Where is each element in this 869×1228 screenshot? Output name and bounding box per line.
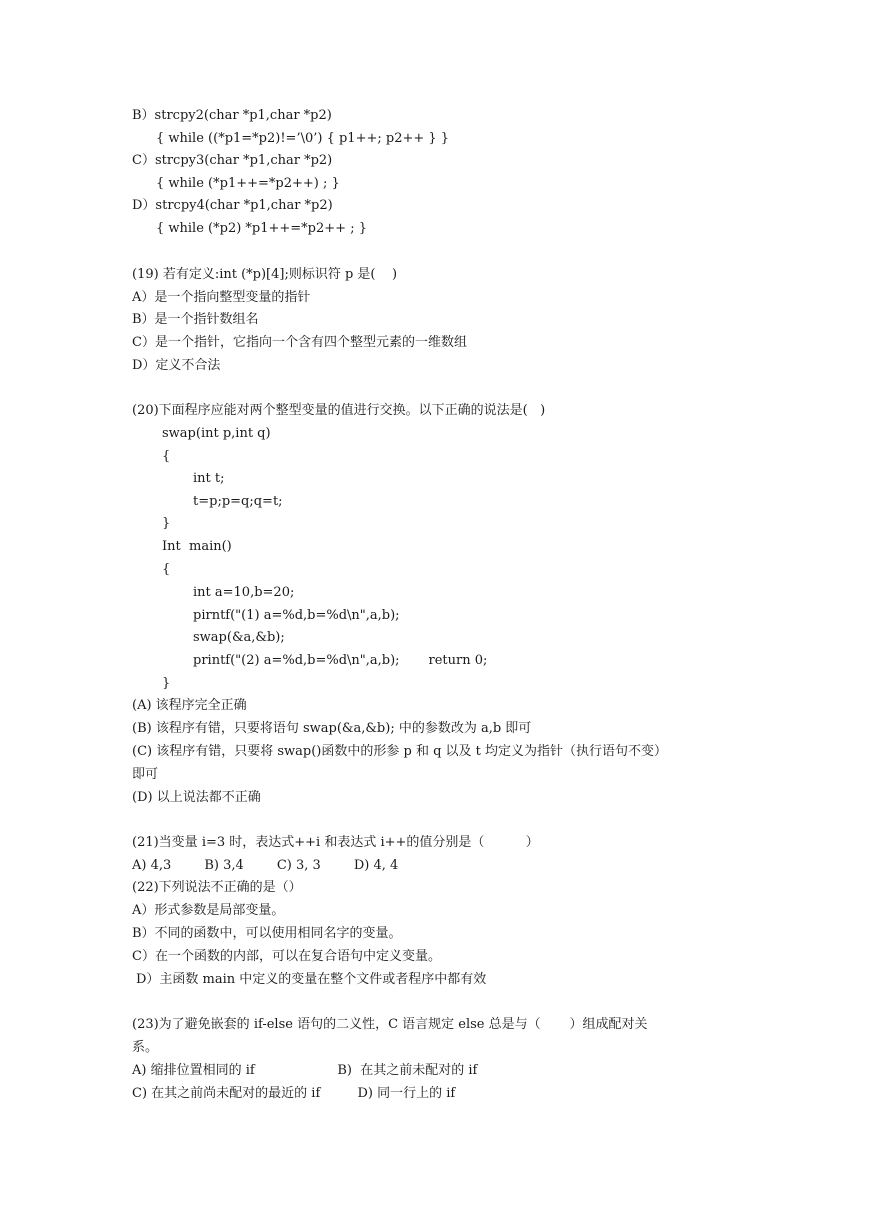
q20-option-b: (B) 该程序有错，只要将语句 swap(&a,&b); 中的参数改为 a,b 即可 (132, 721, 532, 736)
q20-code-line: pirntf("(1) a=%d,b=%d\n",a,b); (193, 608, 400, 623)
q20-code-line: } (162, 516, 171, 531)
q22-option-a: A）形式参数是局部变量。 (132, 903, 285, 918)
q20-code-line: swap(&a,&b); (193, 630, 285, 645)
q20-option-c-cont: 即可 (132, 767, 159, 782)
q19-option-d: D）定义不合法 (132, 358, 221, 373)
q20-code-line: int t; (193, 471, 225, 486)
q18-option-b-code: { while ((*p1=*p2)!=’\0’) { p1++; p2++ } } (156, 131, 450, 146)
q19-option-b: B）是一个指针数组名 (132, 312, 259, 327)
q23-options-row1: A) 缩排位置相同的 if B) 在其之前未配对的 if (132, 1063, 478, 1078)
q20-stem: (20)下面程序应能对两个整型变量的值进行交换。以下正确的说法是( ) (132, 403, 546, 418)
q20-code-line: } (162, 676, 171, 691)
q18-option-b: B）strcpy2(char *p1,char *p2) (132, 108, 332, 123)
q22-option-c: C）在一个函数的内部，可以在复合语句中定义变量。 (132, 949, 441, 964)
q20-code-line: t=p;p=q;q=t; (193, 494, 283, 509)
q22-stem: (22)下列说法不正确的是（） (132, 880, 302, 895)
q20-code-line: Int main() (162, 539, 232, 554)
q21-stem: (21)当变量 i=3 时，表达式++i 和表达式 i++的值分别是（ ） (132, 835, 539, 850)
q22-option-b: B）不同的函数中，可以使用相同名字的变量。 (132, 926, 402, 941)
q20-code-line: swap(int p,int q) (162, 426, 271, 441)
q20-code-line: int a=10,b=20; (193, 585, 295, 600)
q18-option-c-code: { while (*p1++=*p2++) ; } (156, 176, 340, 191)
q20-option-c: (C) 该程序有错，只要将 swap()函数中的形参 p 和 q 以及 t 均定义为指针（执行语句不变） (132, 744, 668, 759)
q23-stem-cont: 系。 (132, 1040, 159, 1055)
q18-option-d-code: { while (*p2) *p1++=*p2++ ; } (156, 221, 367, 236)
q19-option-c: C）是一个指针，它指向一个含有四个整型元素的一维数组 (132, 335, 467, 350)
q20-option-a: (A) 该程序完全正确 (132, 698, 247, 713)
q22-option-d: D）主函数 main 中定义的变量在整个文件或者程序中都有效 (136, 972, 487, 987)
q21-options: A) 4,3 B) 3,4 C) 3, 3 D) 4, 4 (132, 858, 399, 873)
q19-stem: (19) 若有定义:int (*p)[4];则标识符 p 是( ) (132, 267, 398, 282)
q20-code-line: printf("(2) a=%d,b=%d\n",a,b); return 0; (193, 653, 488, 668)
q18-option-c: C）strcpy3(char *p1,char *p2) (132, 153, 333, 168)
q20-code-line: { (162, 449, 171, 464)
q20-option-d: (D) 以上说法都不正确 (132, 790, 261, 805)
q23-stem: (23)为了避免嵌套的 if-else 语句的二义性，C 语言规定 else 总是与（ ）组成配对关 (132, 1017, 648, 1032)
q18-option-d: D）strcpy4(char *p1,char *p2) (132, 198, 333, 213)
q19-option-a: A）是一个指向整型变量的指针 (132, 290, 311, 305)
q20-code-line: { (162, 562, 171, 577)
q23-options-row2: C) 在其之前尚未配对的最近的 if D) 同一行上的 if (132, 1086, 456, 1101)
